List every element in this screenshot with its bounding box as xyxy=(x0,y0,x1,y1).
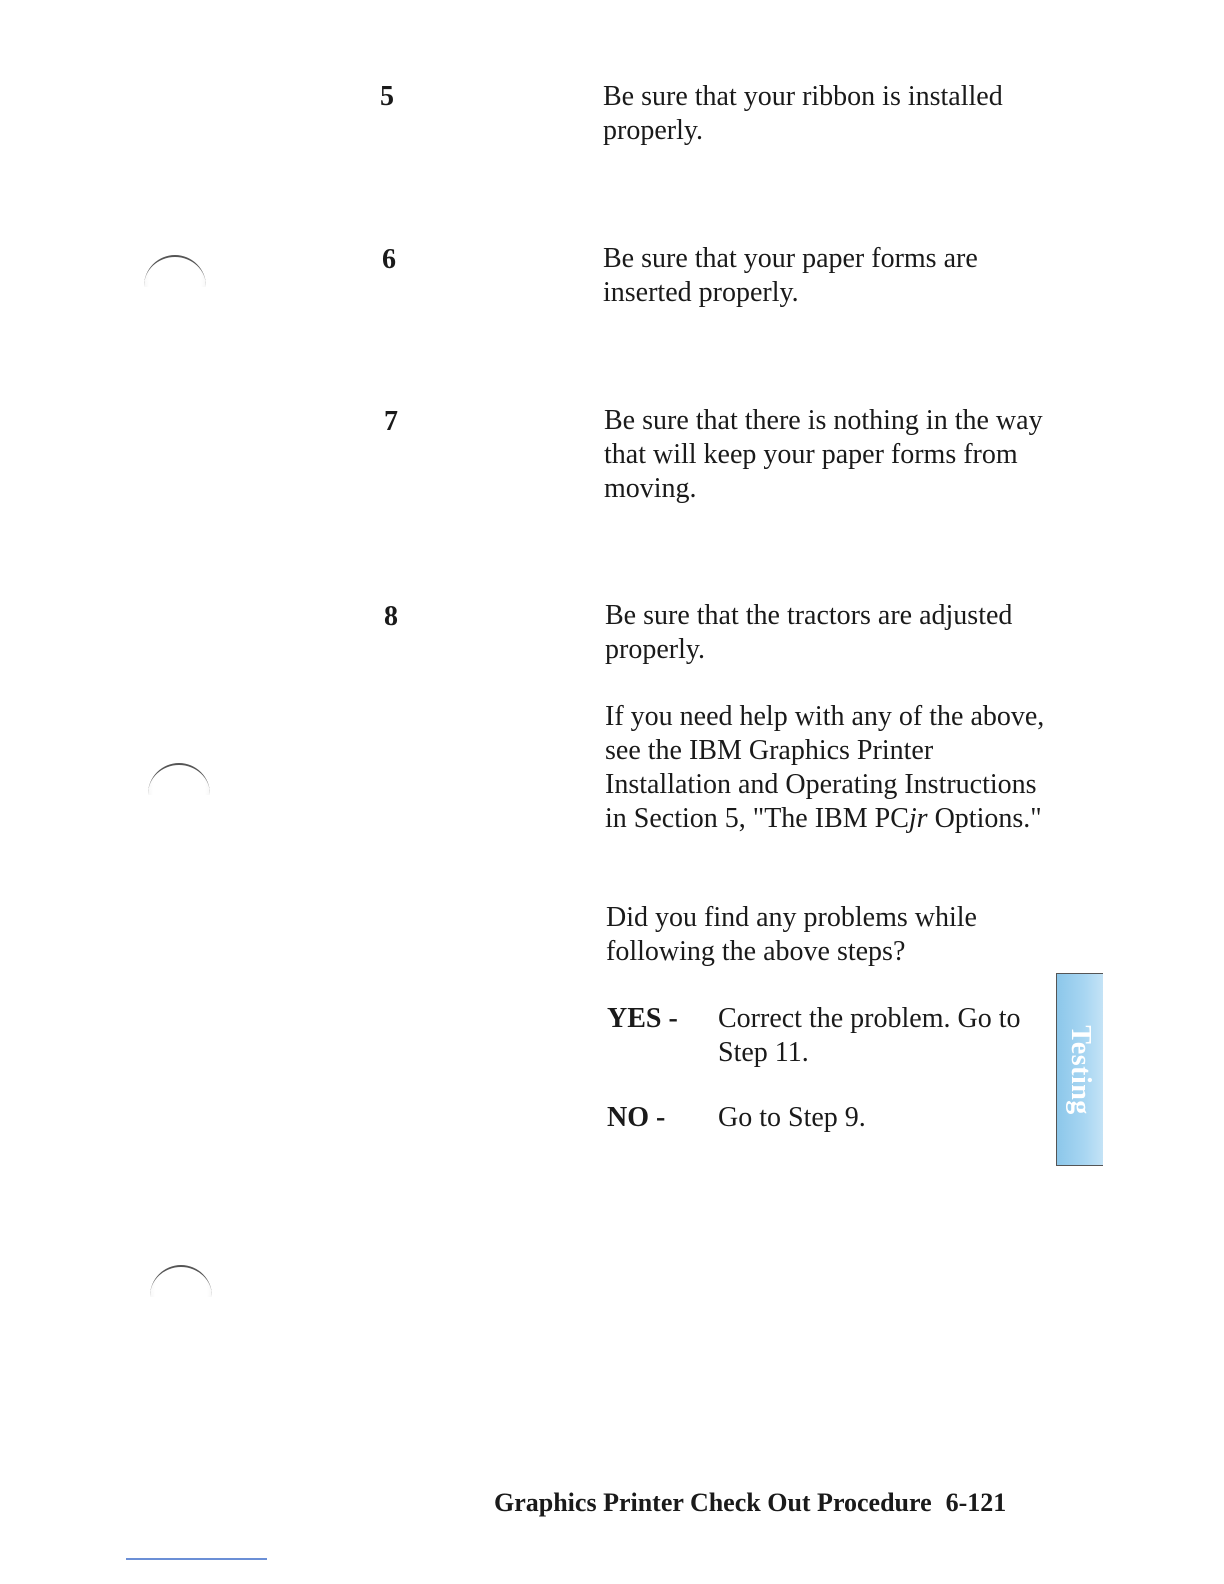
step-number: 8 xyxy=(384,601,398,632)
help-paragraph xyxy=(605,700,1055,836)
step-number: 5 xyxy=(380,81,394,112)
step-number: 6 xyxy=(382,244,396,275)
binder-hole-top xyxy=(144,255,206,317)
answer-yes-label: YES - xyxy=(607,1003,678,1034)
answer-yes-text: Correct the problem. Go to Step 11. xyxy=(718,1003,1021,1068)
answer-no-label: NO - xyxy=(607,1102,666,1133)
page-footer xyxy=(494,1488,1006,1518)
binder-hole-bottom xyxy=(150,1265,212,1327)
question-text: Did you find any problems while following the above steps? xyxy=(606,902,977,967)
step-text: Be sure that your ribbon is installed properly. xyxy=(603,81,1003,146)
binder-hole-middle xyxy=(148,763,210,825)
footer-title: Graphics Printer Check Out Procedure xyxy=(494,1488,932,1517)
answer-no-text: Go to Step 9. xyxy=(718,1102,866,1133)
section-tab-label: Testing xyxy=(1065,1024,1096,1115)
step-text: Be sure that there is nothing in the way that will keep your paper forms from moving. xyxy=(604,405,1043,504)
page-number: 6-121 xyxy=(945,1488,1007,1517)
bottom-rule xyxy=(126,1558,267,1560)
help-text: If you need help with any of the above, see the IBM Graphics Printer Installation and Operating Instructions in Section 5, "The IBM PC xyxy=(605,701,1045,834)
section-tab xyxy=(1056,973,1103,1166)
help-text-italic: jr xyxy=(908,803,928,834)
step-text: Be sure that your paper forms are inserted properly. xyxy=(603,243,978,308)
help-text-end: Options." xyxy=(927,803,1042,834)
step-number: 7 xyxy=(384,406,398,437)
step-text: Be sure that the tractors are adjusted properly. xyxy=(605,600,1013,665)
